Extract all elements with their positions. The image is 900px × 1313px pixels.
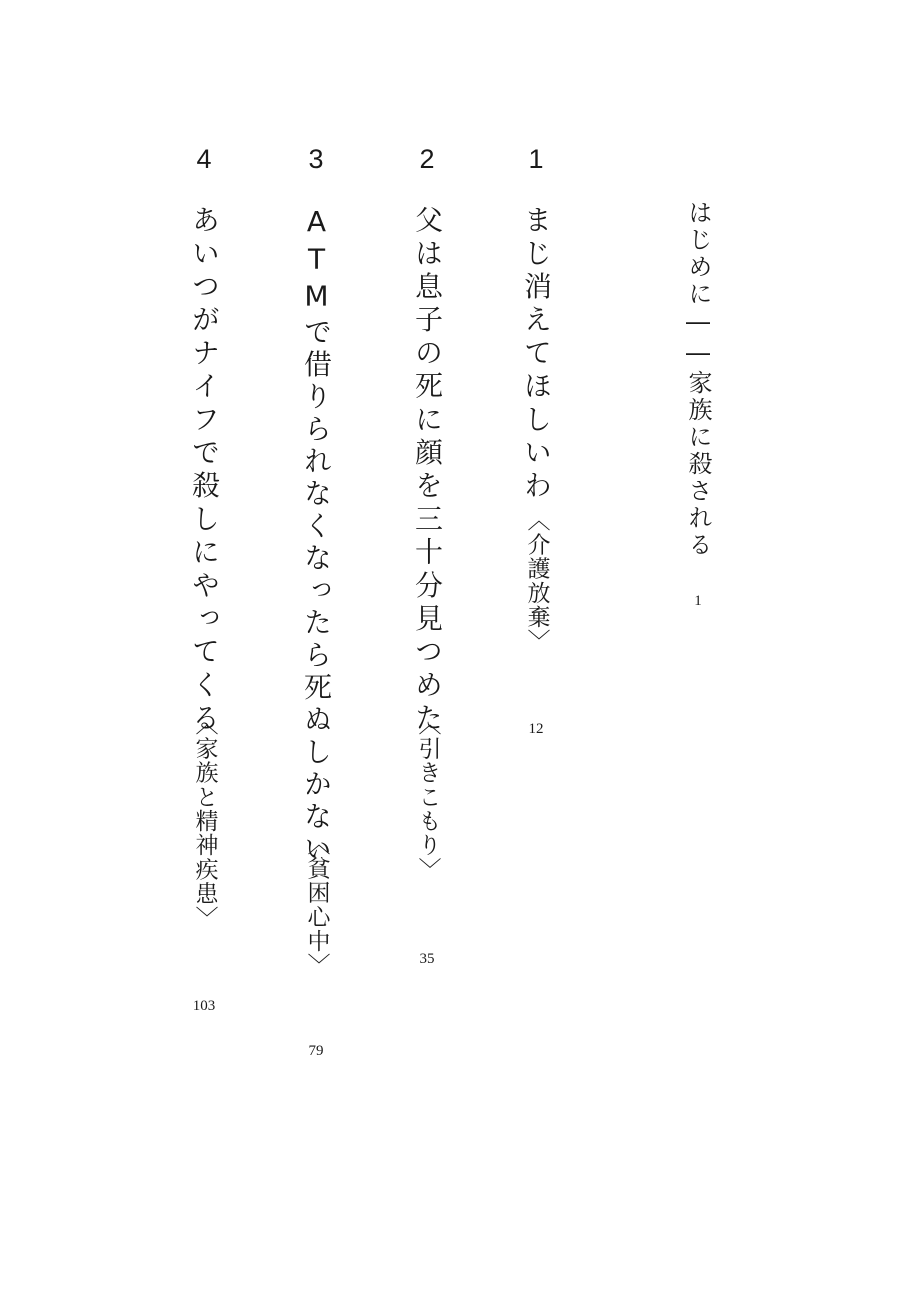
intro-page-number: 1 bbox=[694, 593, 702, 609]
chapter-number: 4 bbox=[196, 144, 212, 174]
chapter-page-number: 12 bbox=[528, 721, 544, 737]
chapter-subtitle: 〈介護放棄〉 bbox=[523, 508, 550, 654]
chapter-subtitle: 〈引きこもり〉 bbox=[414, 712, 441, 882]
chapter-number: 1 bbox=[528, 144, 544, 174]
chapter-page-number: 79 bbox=[308, 1043, 324, 1059]
chapter-page-number: 103 bbox=[192, 998, 216, 1014]
chapter-title: 父は息子の死に顔を三十分見つめた bbox=[411, 205, 444, 737]
chapter-page-number: 35 bbox=[419, 951, 435, 967]
chapter-number: 3 bbox=[308, 144, 324, 174]
chapter-title: あいつがナイフで殺しにやってくる bbox=[188, 205, 221, 737]
chapter-subtitle: 〈貧困心中〉 bbox=[303, 832, 330, 978]
intro-title: はじめに――家族に殺される bbox=[684, 200, 712, 559]
chapter-number: 2 bbox=[419, 144, 435, 174]
chapter-title: まじ消えてほしいわ bbox=[520, 205, 553, 504]
chapter-title: ATMで借りられなくなったら死ぬしかない bbox=[300, 205, 333, 866]
chapter-subtitle: 〈家族と精神疾患〉 bbox=[191, 712, 218, 930]
